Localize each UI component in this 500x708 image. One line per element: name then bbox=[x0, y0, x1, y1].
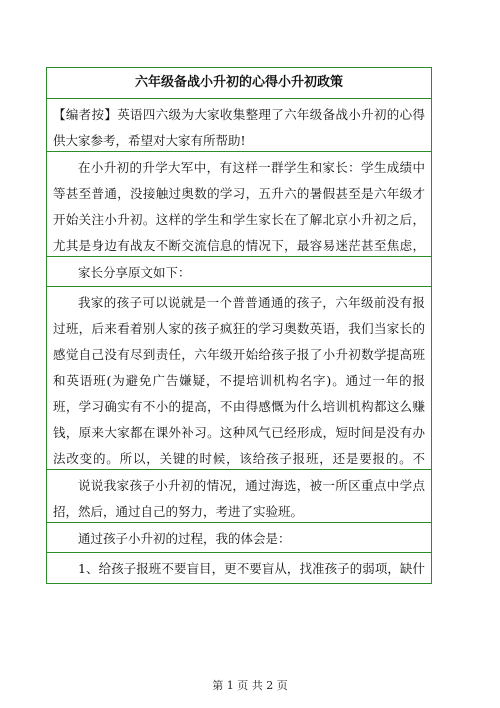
paragraph-share-heading: 家长分享原文如下： bbox=[47, 256, 431, 286]
document-title: 六年级备战小升初的心得小升初政策 bbox=[134, 75, 343, 90]
editor-note: 【编者按】英语四六级为大家收集整理了六年级备战小升初的心得供大家参考，希望对大家有所帮助! bbox=[47, 98, 431, 151]
document-table bbox=[46, 67, 432, 584]
paragraph-intro: 在小升初的升学大军中，有这样一群学生和家长：学生成绩中等甚至普通，没接触过奥数的学习，五升六的暑假甚至是六年级才开始关注小升初。这样的学生和学生家长在了解北京小升初之后，尤其是身边有战友不断交流信息的情况下，最容易迷茫甚至焦虑， bbox=[47, 151, 431, 256]
paragraph-child-result: 说说我家孩子小升初的情况，通过海选，被一所区重点中学点招，然后，通过自己的努力，考进了实验班。 bbox=[47, 469, 431, 522]
paragraph-point-1: 1、给孩子报班不要盲目，更不要盲从，找准孩子的弱项，缺什 bbox=[47, 552, 431, 583]
paragraph-parent-story: 我家的孩子可以说就是一个普普通通的孩子，六年级前没有报过班，后来看着别人家的孩子疯狂的学习奥数英语，我们当家长的感觉自己没有尽到责任，六年级开始给孩子报了小升初数学提高班和英语班(为避免广告嫌疑，不提培训机构名字)。通过一年的报班，学习确实有不小的提高，不由得感慨为什么培训机构都这么赚钱，原来大家都在课外补习。这种风气已经形成，短时间是没有办法改变的。所以，关键的时候，该给孩子报班，还是要报的。不 bbox=[47, 286, 431, 469]
page-footer: 第 1 页 共 2 页 bbox=[212, 679, 288, 692]
paragraph-experience-heading: 通过孩子小升初的过程，我的体会是： bbox=[47, 522, 431, 552]
